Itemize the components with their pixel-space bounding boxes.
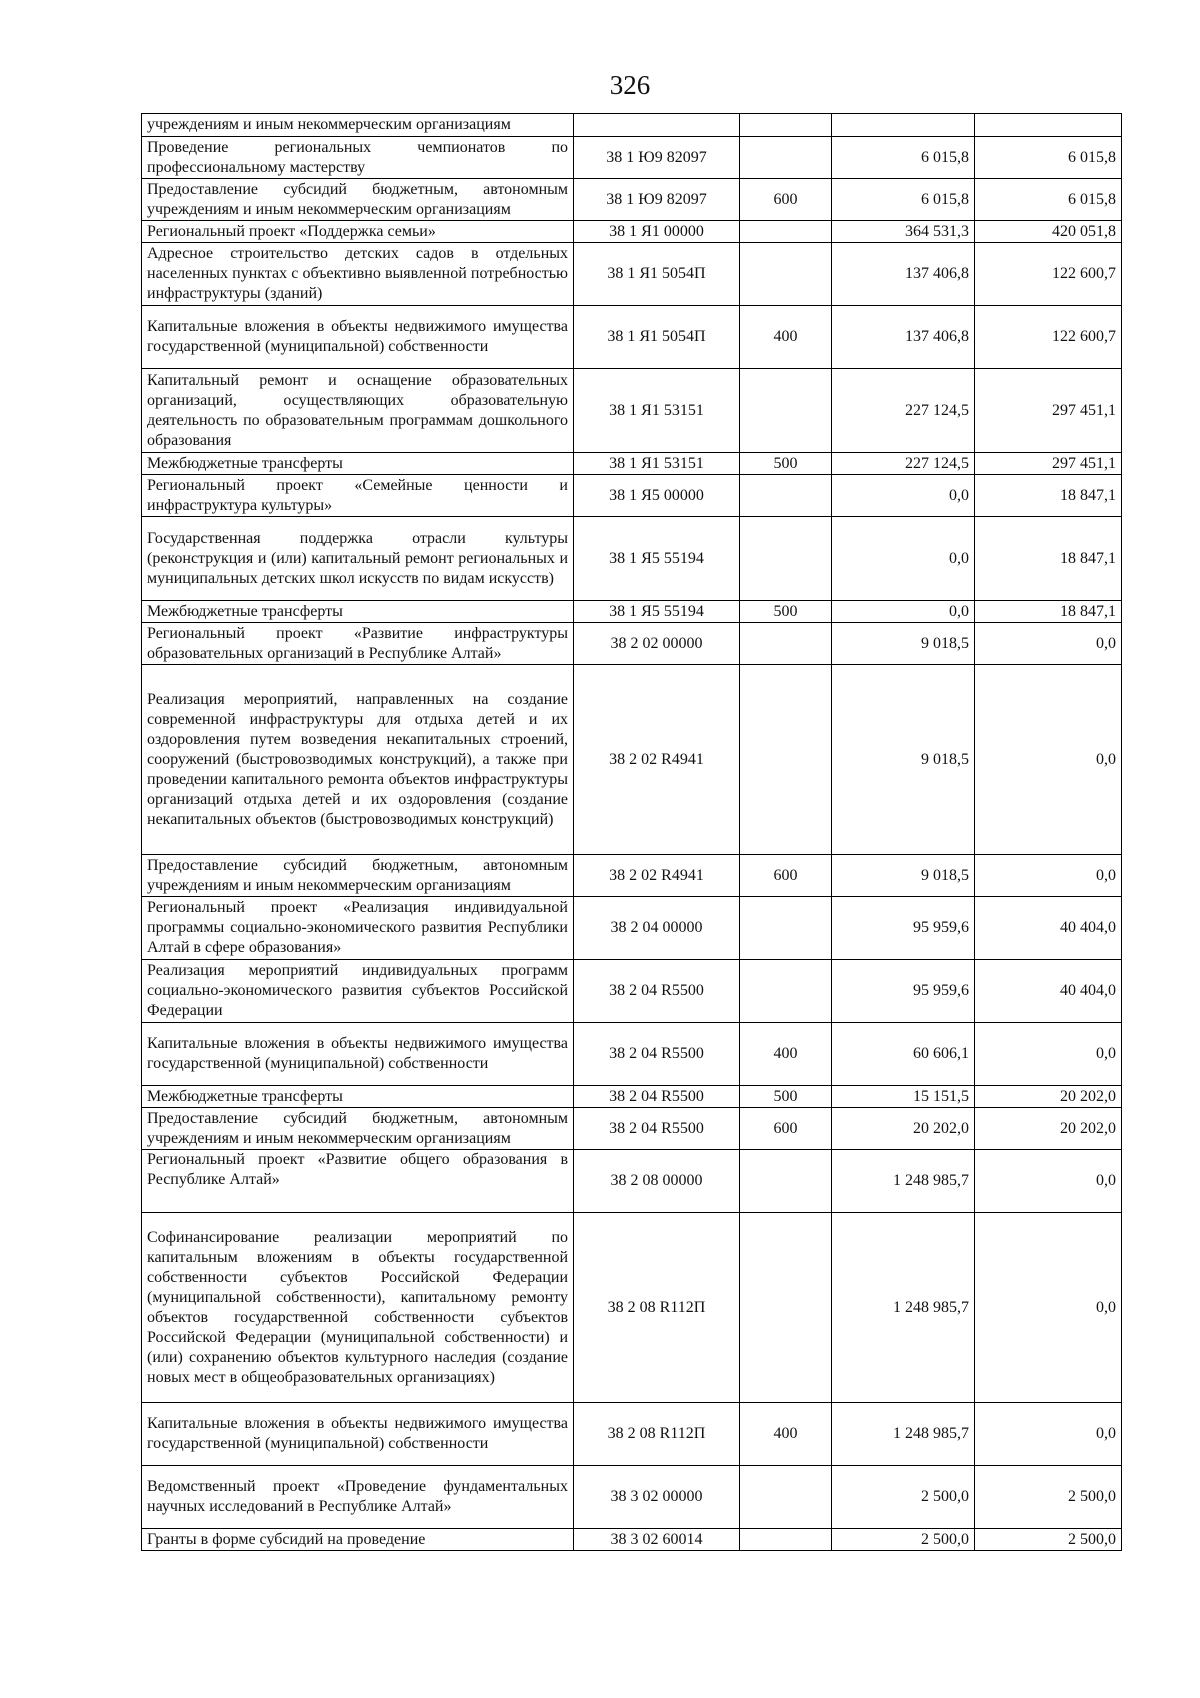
- amount-year-2: 122 600,7: [975, 243, 1122, 306]
- expense-type: [740, 114, 832, 137]
- expense-type: [740, 517, 832, 601]
- item-name: Межбюджетные трансферты: [142, 453, 574, 475]
- item-name: Капитальный ремонт и оснащение образовательных организаций, осуществляющих образовательную деятельность по образовательным программам дошкольного образования: [142, 369, 574, 453]
- table-row: [142, 897, 1122, 960]
- amount-year-2: 6 015,8: [975, 179, 1122, 221]
- amount-year-2: 40 404,0: [975, 897, 1122, 960]
- amount-year-2: 20 202,0: [975, 1108, 1122, 1150]
- table-row: [142, 475, 1122, 517]
- amount-year-1: 137 406,8: [832, 243, 975, 306]
- table-row: [142, 517, 1122, 601]
- item-code: 38 1 Я5 00000: [574, 475, 740, 517]
- item-name: Реализация мероприятий, направленных на создание современной инфраструктуры для отдыха детей и их оздоровления путем возведения некапитальных строений, сооружений (быстровозводимых конструкций), а также при проведении капитального ремонта объектов инфраструктуры организаций отдыха детей и их оздоровления (создание некапитальных объектов (быстровозводимых конструкций): [142, 665, 574, 855]
- amount-year-1: 6 015,8: [832, 179, 975, 221]
- amount-year-1: 9 018,5: [832, 855, 975, 897]
- amount-year-1: 1 248 985,7: [832, 1403, 975, 1466]
- table-row: [142, 960, 1122, 1023]
- budget-table: [141, 113, 1122, 1551]
- item-code: 38 1 Я1 5054П: [574, 243, 740, 306]
- amount-year-2: 18 847,1: [975, 517, 1122, 601]
- item-name: Региональный проект «Развитие общего образования в Республике Алтай»: [142, 1150, 574, 1213]
- item-name: Предоставление субсидий бюджетным, автономным учреждениям и иным некоммерческим организациям: [142, 855, 574, 897]
- amount-year-2: 122 600,7: [975, 306, 1122, 369]
- expense-type: [740, 1466, 832, 1529]
- expense-type: [740, 221, 832, 243]
- table-row: [142, 1150, 1122, 1213]
- expense-type: [740, 243, 832, 306]
- table-row: [142, 1023, 1122, 1086]
- expense-type: [740, 897, 832, 960]
- item-name: Региональный проект «Развитие инфраструктуры образовательных организаций в Республике Алтай»: [142, 623, 574, 665]
- amount-year-2: 18 847,1: [975, 475, 1122, 517]
- expense-type: [740, 665, 832, 855]
- amount-year-1: 95 959,6: [832, 897, 975, 960]
- amount-year-1: [832, 114, 975, 137]
- expense-type: 400: [740, 1403, 832, 1466]
- table-row: [142, 221, 1122, 243]
- item-code: 38 2 02 R4941: [574, 665, 740, 855]
- amount-year-2: 0,0: [975, 1150, 1122, 1213]
- table-row: [142, 243, 1122, 306]
- item-code: 38 1 Я5 55194: [574, 517, 740, 601]
- amount-year-1: 0,0: [832, 517, 975, 601]
- amount-year-1: 227 124,5: [832, 453, 975, 475]
- expense-type: 500: [740, 1086, 832, 1108]
- amount-year-1: 1 248 985,7: [832, 1150, 975, 1213]
- amount-year-1: 6 015,8: [832, 137, 975, 179]
- amount-year-2: 0,0: [975, 855, 1122, 897]
- amount-year-1: 2 500,0: [832, 1529, 975, 1551]
- expense-type: [740, 960, 832, 1023]
- table-row: [142, 137, 1122, 179]
- expense-type: [740, 1150, 832, 1213]
- amount-year-2: 420 051,8: [975, 221, 1122, 243]
- expense-type: 400: [740, 1023, 832, 1086]
- amount-year-1: 0,0: [832, 601, 975, 623]
- expense-type: [740, 137, 832, 179]
- expense-type: [740, 623, 832, 665]
- item-code: 38 1 Я5 55194: [574, 601, 740, 623]
- table-row: [142, 1403, 1122, 1466]
- table-row: [142, 1466, 1122, 1529]
- item-name: Межбюджетные трансферты: [142, 601, 574, 623]
- amount-year-2: 297 451,1: [975, 369, 1122, 453]
- item-name: Капитальные вложения в объекты недвижимого имущества государственной (муниципальной) собственности: [142, 1023, 574, 1086]
- table-row: [142, 1086, 1122, 1108]
- expense-type: 500: [740, 601, 832, 623]
- item-code: 38 2 02 00000: [574, 623, 740, 665]
- amount-year-2: 0,0: [975, 623, 1122, 665]
- item-code: 38 2 08 R112П: [574, 1403, 740, 1466]
- item-name: Гранты в форме субсидий на проведение: [142, 1529, 574, 1551]
- table-row: [142, 665, 1122, 855]
- amount-year-2: 20 202,0: [975, 1086, 1122, 1108]
- item-name: Ведомственный проект «Проведение фундаментальных научных исследований в Республике Алтай»: [142, 1466, 574, 1529]
- expense-type: 600: [740, 179, 832, 221]
- amount-year-1: 227 124,5: [832, 369, 975, 453]
- expense-type: 500: [740, 453, 832, 475]
- table-row: [142, 1213, 1122, 1403]
- amount-year-1: 15 151,5: [832, 1086, 975, 1108]
- item-name: Адресное строительство детских садов в отдельных населенных пунктах с объективно выявленной потребностью инфраструктуры (зданий): [142, 243, 574, 306]
- item-name: Предоставление субсидий бюджетным, автономным учреждениям и иным некоммерческим организациям: [142, 179, 574, 221]
- table-row: [142, 114, 1122, 137]
- item-code: 38 1 Я1 53151: [574, 453, 740, 475]
- item-name: Предоставление субсидий бюджетным, автономным учреждениям и иным некоммерческим организациям: [142, 1108, 574, 1150]
- item-code: 38 1 Ю9 82097: [574, 179, 740, 221]
- amount-year-2: 6 015,8: [975, 137, 1122, 179]
- table-row: [142, 623, 1122, 665]
- item-code: 38 2 04 R5500: [574, 960, 740, 1023]
- amount-year-2: 0,0: [975, 1023, 1122, 1086]
- table-row: [142, 855, 1122, 897]
- amount-year-1: 9 018,5: [832, 665, 975, 855]
- expense-type: 600: [740, 855, 832, 897]
- amount-year-1: 137 406,8: [832, 306, 975, 369]
- item-name: Капитальные вложения в объекты недвижимого имущества государственной (муниципальной) собственности: [142, 1403, 574, 1466]
- amount-year-2: 18 847,1: [975, 601, 1122, 623]
- table-row: [142, 453, 1122, 475]
- amount-year-2: 0,0: [975, 665, 1122, 855]
- item-name: Региональный проект «Семейные ценности и инфраструктура культуры»: [142, 475, 574, 517]
- amount-year-2: 2 500,0: [975, 1529, 1122, 1551]
- amount-year-1: 20 202,0: [832, 1108, 975, 1150]
- amount-year-2: 0,0: [975, 1213, 1122, 1403]
- item-name: Проведение региональных чемпионатов по профессиональному мастерству: [142, 137, 574, 179]
- item-code: 38 3 02 60014: [574, 1529, 740, 1551]
- amount-year-1: 1 248 985,7: [832, 1213, 975, 1403]
- item-code: 38 2 04 R5500: [574, 1108, 740, 1150]
- amount-year-1: 9 018,5: [832, 623, 975, 665]
- item-name: Капитальные вложения в объекты недвижимого имущества государственной (муниципальной) собственности: [142, 306, 574, 369]
- item-code: [574, 114, 740, 137]
- table-row: [142, 601, 1122, 623]
- item-code: 38 1 Я1 00000: [574, 221, 740, 243]
- expense-type: [740, 369, 832, 453]
- table-row: [142, 1529, 1122, 1551]
- expense-type: [740, 475, 832, 517]
- expense-type: [740, 1529, 832, 1551]
- item-code: 38 1 Я1 5054П: [574, 306, 740, 369]
- table-row: [142, 1108, 1122, 1150]
- item-name: Софинансирование реализации мероприятий по капитальным вложениям в объекты государственной собственности субъектов Российской Федерации (муниципальной собственности), капитальному ремонту объектов государственной собственности субъектов Российской Федерации (муниципальной собственности) и (или) сохранению объектов культурного наследия (создание новых мест в общеобразовательных организациях): [142, 1213, 574, 1403]
- item-code: 38 3 02 00000: [574, 1466, 740, 1529]
- amount-year-1: 60 606,1: [832, 1023, 975, 1086]
- amount-year-1: 364 531,3: [832, 221, 975, 243]
- amount-year-2: 2 500,0: [975, 1466, 1122, 1529]
- amount-year-1: 95 959,6: [832, 960, 975, 1023]
- table-row: [142, 179, 1122, 221]
- amount-year-2: 297 451,1: [975, 453, 1122, 475]
- page-number: 326: [609, 70, 651, 100]
- amount-year-2: 40 404,0: [975, 960, 1122, 1023]
- expense-type: 400: [740, 306, 832, 369]
- item-code: 38 2 04 00000: [574, 897, 740, 960]
- amount-year-2: 0,0: [975, 1403, 1122, 1466]
- amount-year-1: 2 500,0: [832, 1466, 975, 1529]
- table-row: [142, 306, 1122, 369]
- table-row: [142, 369, 1122, 453]
- item-name: учреждениям и иным некоммерческим организациям: [142, 114, 574, 137]
- expense-type: [740, 1213, 832, 1403]
- item-code: 38 2 08 R112П: [574, 1213, 740, 1403]
- item-name: Реализация мероприятий индивидуальных программ социально-экономического развития субъектов Российской Федерации: [142, 960, 574, 1023]
- amount-year-2: [975, 114, 1122, 137]
- item-name: Государственная поддержка отрасли культуры (реконструкция и (или) капитальный ремонт региональных и муниципальных детских школ искусств по видам искусств): [142, 517, 574, 601]
- amount-year-1: 0,0: [832, 475, 975, 517]
- expense-type: 600: [740, 1108, 832, 1150]
- item-code: 38 2 04 R5500: [574, 1086, 740, 1108]
- item-code: 38 2 08 00000: [574, 1150, 740, 1213]
- item-name: Региональный проект «Реализация индивидуальной программы социально-экономического развития Республики Алтай в сфере образования»: [142, 897, 574, 960]
- item-code: 38 1 Я1 53151: [574, 369, 740, 453]
- item-code: 38 2 04 R5500: [574, 1023, 740, 1086]
- item-code: 38 2 02 R4941: [574, 855, 740, 897]
- item-code: 38 1 Ю9 82097: [574, 137, 740, 179]
- item-name: Региональный проект «Поддержка семьи»: [142, 221, 574, 243]
- item-name: Межбюджетные трансферты: [142, 1086, 574, 1108]
